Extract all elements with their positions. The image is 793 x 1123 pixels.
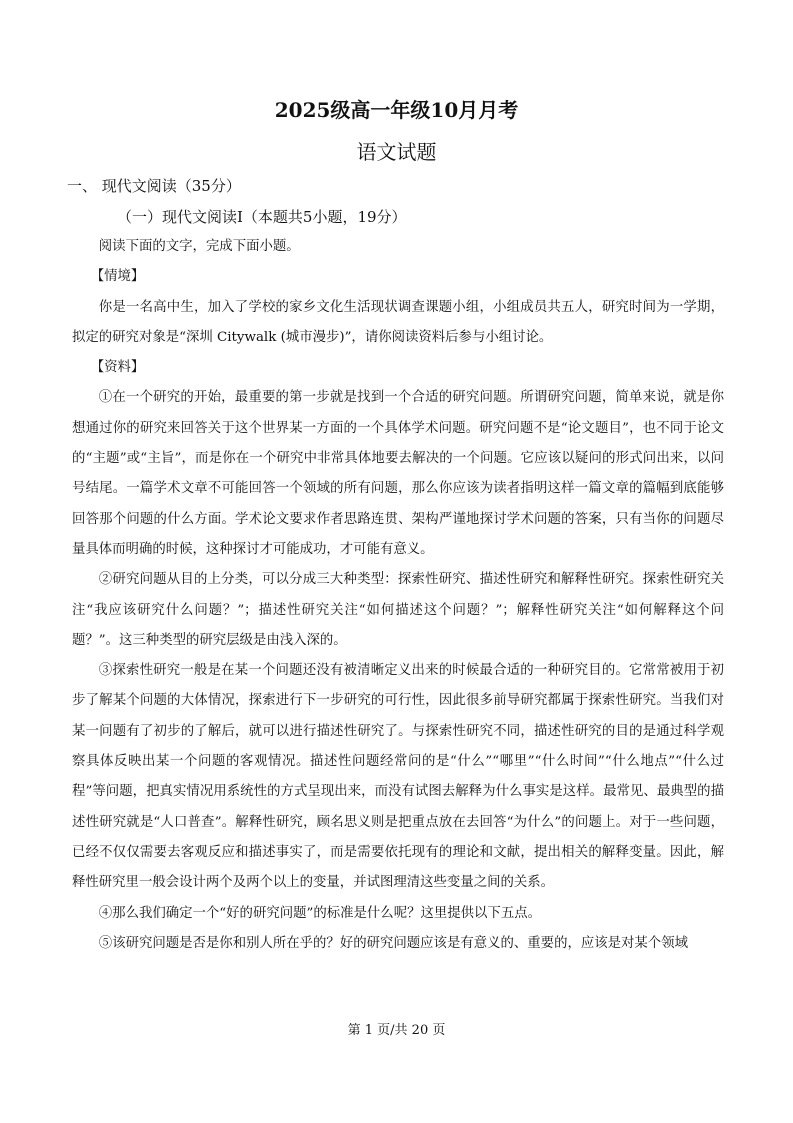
paragraph-3: ③探索性研究一般是在某一个问题还没有被清晰定义出来的时候最合适的一种研究目的。它常常被用于初步了解某个问题的大体情况，探索进行下一步研究的可行性，因此很多前导研究都属于探索性研究。当我们对某一问题有了初步的了解后，就可以进行描述性研究了。与探索性研究不同，描述性研究的目的是通过科学观察具体反映出某一个问题的客观情况。描述性问题经常问的是“什么”“哪里”“什么时间”“什么地点”“什么过程”等问题，把真实情况用系统性的方式呈现出来，而没有试图去解释为什么事实是这样。最常见、最典型的描述性研究就是“人口普查”。解释性研究，顾名思义则是把重点放在去回答“为什么”的问题上。对于一些问题，已经不仅仅需要去客观反应和描述事实了，而是需要依托现有的理论和文献，提出相关的解释变量。因此，解释性研究里一般会设计两个及两个以上的变量，并试图理清这些变量之间的关系。 [72,663,724,891]
reading-passage [72,232,724,959]
context-paragraph: 你是一名高中生，加入了学校的家乡文化生活现状调查课题小组，小组成员共五人，研究时间为一学期，拟定的研究对象是“深圳 Citywalk (城市漫步)”，请你阅读资料后参与小组讨论。 [72,299,724,345]
paragraph-5: ⑤该研究问题是否是你和别人所在乎的？好的研究问题应该是有意义的、重要的，应该是对某个领域 [98,935,688,951]
paragraph-2: ②研究问题从目的上分类，可以分成三大种类型：探索性研究、描述性研究和解释性研究。探索性研究关注“我应该研究什么问题？”；描述性研究关注“如何描述这个问题？”；解释性研究关注“如何解释这个问题？”。这三种类型的研究层级是由浅入深的。 [72,572,724,648]
paragraph-1: ①在一个研究的开始，最重要的第一步就是找到一个合适的研究问题。所谓研究问题，简单来说，就是你想通过你的研究来回答关于这个世界某一方面的一个具体学术问题。研究问题不是“论文题目”，也不同于论文的“主题”或“主旨”，而是你在一个研究中非常具体地要去解决的一个问题。它应该以疑问的形式问出来，以问号结尾。一篇学术文章不可能回答一个领域的所有问题，那么你应该为读者指明这样一篇文章的篇幅到底能够回答那个问题的什么方面。学术论文要求作者思路连贯、架构严谨地探讨学术问题的答案，只有当你的问题尽量具体而明确的时候，这种探讨才可能成功，才可能有意义。 [72,390,724,557]
exam-title: 2025级高一年级10月月考 [274,98,519,122]
paragraph-4: ④那么我们确定一个“好的研究问题”的标准是什么呢？这里提供以下五点。 [98,905,541,921]
instruction-text: 阅读下面的文字，完成下面小题。 [98,239,300,254]
section-heading: 一、 现代文阅读（35分） [67,177,241,195]
context-tag: 【情境】 [90,269,145,285]
page-number: 第 1 页/共 20 页 [347,1023,446,1038]
material-tag: 【资料】 [90,360,145,376]
exam-subject: 语文试题 [356,140,437,164]
subsection-heading: （一）现代文阅读Ⅰ（本题共5小题，19分） [117,208,407,226]
